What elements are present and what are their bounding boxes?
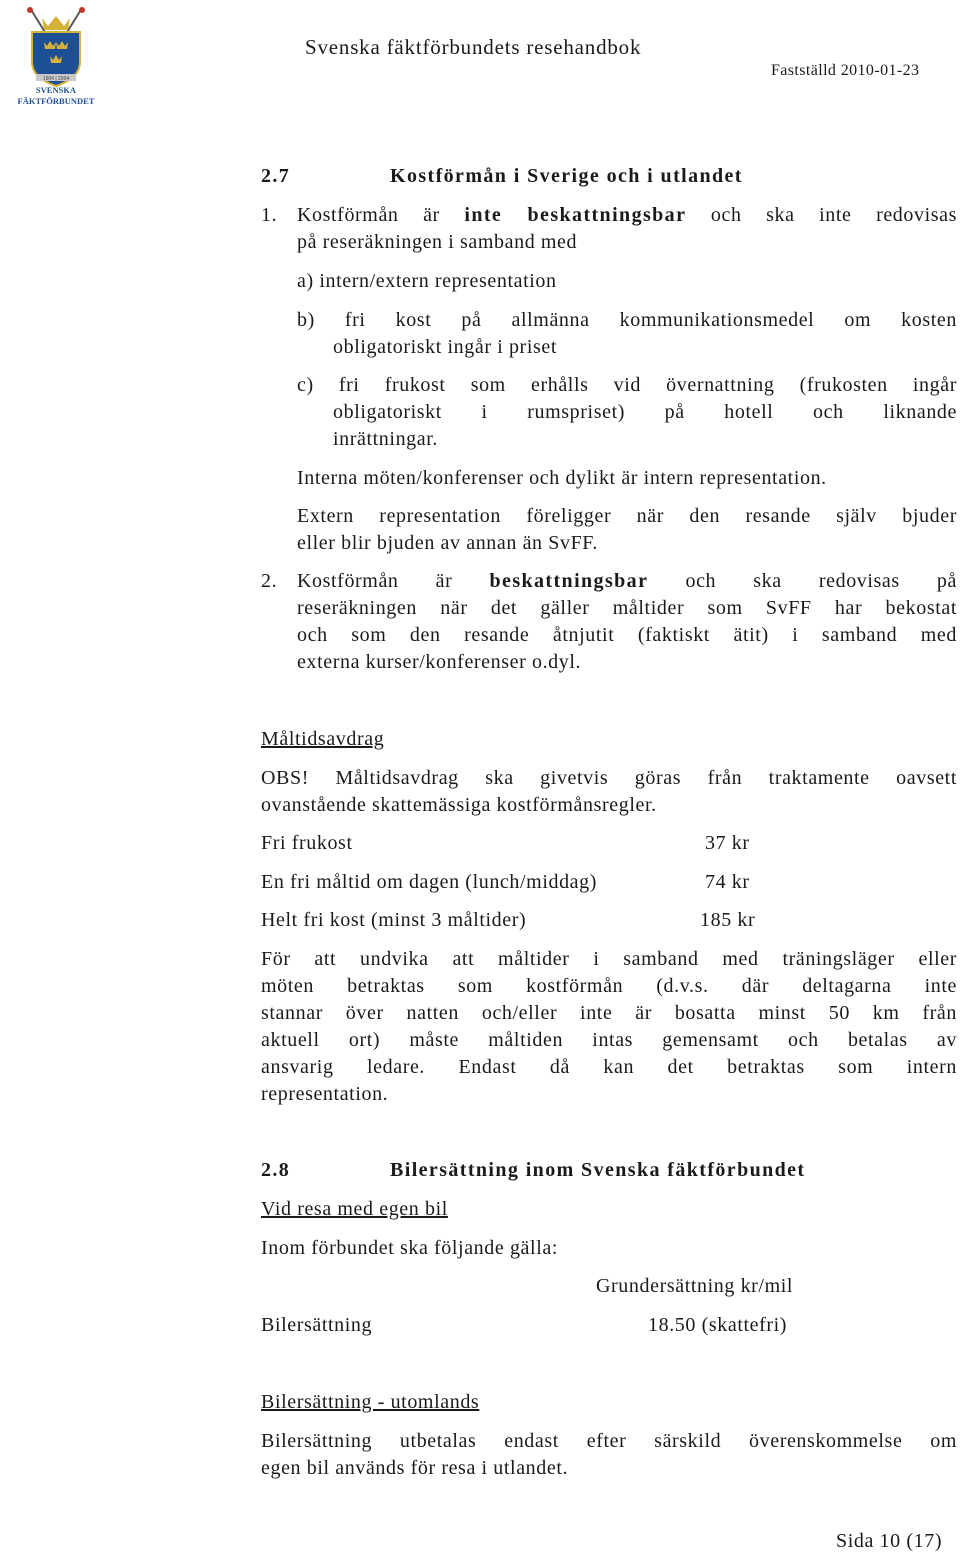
rate-label: En fri måltid om dagen (lunch/middag) [261,871,598,893]
section-heading: Bilersättning inom Svenska fäktförbundet [390,1159,806,1181]
paragraph-line: Bilersättning utbetalas endast efter särskild överenskommelse om [261,1430,957,1452]
paragraph-line: Interna möten/konferenser och dylikt är intern representation. [297,467,827,489]
list-item-a: a) intern/extern representation [297,270,557,292]
list-number: 1. [261,204,278,226]
list-item-b-cont: obligatoriskt ingår i priset [333,336,557,358]
subheading: Bilersättning - utomlands [261,1391,480,1413]
rate-label: Helt fri kost (minst 3 måltider) [261,909,527,931]
paragraph-line: Inom förbundet ska följande gälla: [261,1237,558,1259]
rate-value: 74 kr [705,871,750,893]
svg-text:SVENSKA: SVENSKA [35,85,77,95]
text-span: och ska inte redovisas [710,204,958,226]
list-item-c: c) fri frukost som erhålls vid övernattning (frukosten ingår [297,374,957,396]
svg-text:FÄKTFÖRBUNDET: FÄKTFÖRBUNDET [17,96,95,106]
paragraph-line [297,202,957,229]
paragraph-line: ansvarig ledare. Endast då kan det betraktas som intern [261,1056,957,1078]
federation-logo [6,4,106,108]
paragraph-line: representation. [261,1083,389,1105]
paragraph-line: OBS! Måltidsavdrag ska givetvis göras från traktamente oavsett [261,767,957,789]
paragraph-line: och som den resande åtnjutit (faktiskt ätit) i samband med [297,624,957,646]
header-date: Fastställd 2010-01-23 [771,62,920,79]
paragraph-line: egen bil används för resa i utlandet. [261,1457,569,1479]
rate-label: Bilersättning [261,1314,373,1336]
rate-label: Fri frukost [261,832,353,854]
paragraph-line: externa kurser/konferenser o.dyl. [297,651,582,673]
section-heading: Kostförmån i Sverige och i utlandet [390,165,743,187]
paragraph-line: på reseräkningen i samband med [297,231,578,253]
list-item-b: b) fri kost på allmänna kommunikationsmedel om kosten [297,309,957,331]
text-span: Kostförmån är [297,204,440,226]
paragraph-line: möten betraktas som kostförmån (d.v.s. där deltagarna inte [261,975,957,997]
paragraph-line: För att undvika att måltider i samband med träningsläger eller [261,948,957,970]
paragraph-line: eller blir bjuden av annan än SvFF. [297,532,599,554]
text-span: och ska redovisas på [685,570,957,592]
paragraph-line: ovanstående skattemässiga kostförmånsregler. [261,794,657,816]
paragraph-line [297,568,957,595]
subheading: Vid resa med egen bil [261,1198,448,1220]
section-number: 2.8 [261,1159,291,1181]
paragraph-line: stannar över natten och/eller inte är bosatta minst 50 km från [261,1002,957,1024]
emphasis-text: beskattningsbar [489,570,649,592]
list-number: 2. [261,570,278,592]
rate-value: 37 kr [705,832,750,854]
subheading: Måltidsavdrag [261,728,385,750]
rate-value: 18.50 (skattefri) [648,1314,788,1336]
section-number: 2.7 [261,165,291,187]
svg-text:1904 | 2004: 1904 | 2004 [42,76,70,82]
paragraph-line: reseräkningen när det gäller måltider som SvFF har bekostat [297,597,957,619]
paragraph-line: Extern representation föreligger när den resande själv bjuder [297,505,957,527]
list-item-c-cont: obligatoriskt i rumspriset) på hotell och liknande [333,401,957,423]
paragraph-line: aktuell ort) måste måltiden intas gemensamt och betalas av [261,1029,957,1051]
page-number: Sida 10 (17) [836,1530,943,1552]
emphasis-text: inte beskattningsbar [464,204,687,226]
rate-value: 185 kr [700,909,756,931]
text-span: Kostförmån är [297,570,453,592]
list-item-c-cont: inrättningar. [333,428,438,450]
column-header: Grundersättning kr/mil [596,1275,794,1297]
header-title: Svenska fäktförbundets resehandbok [305,35,642,59]
